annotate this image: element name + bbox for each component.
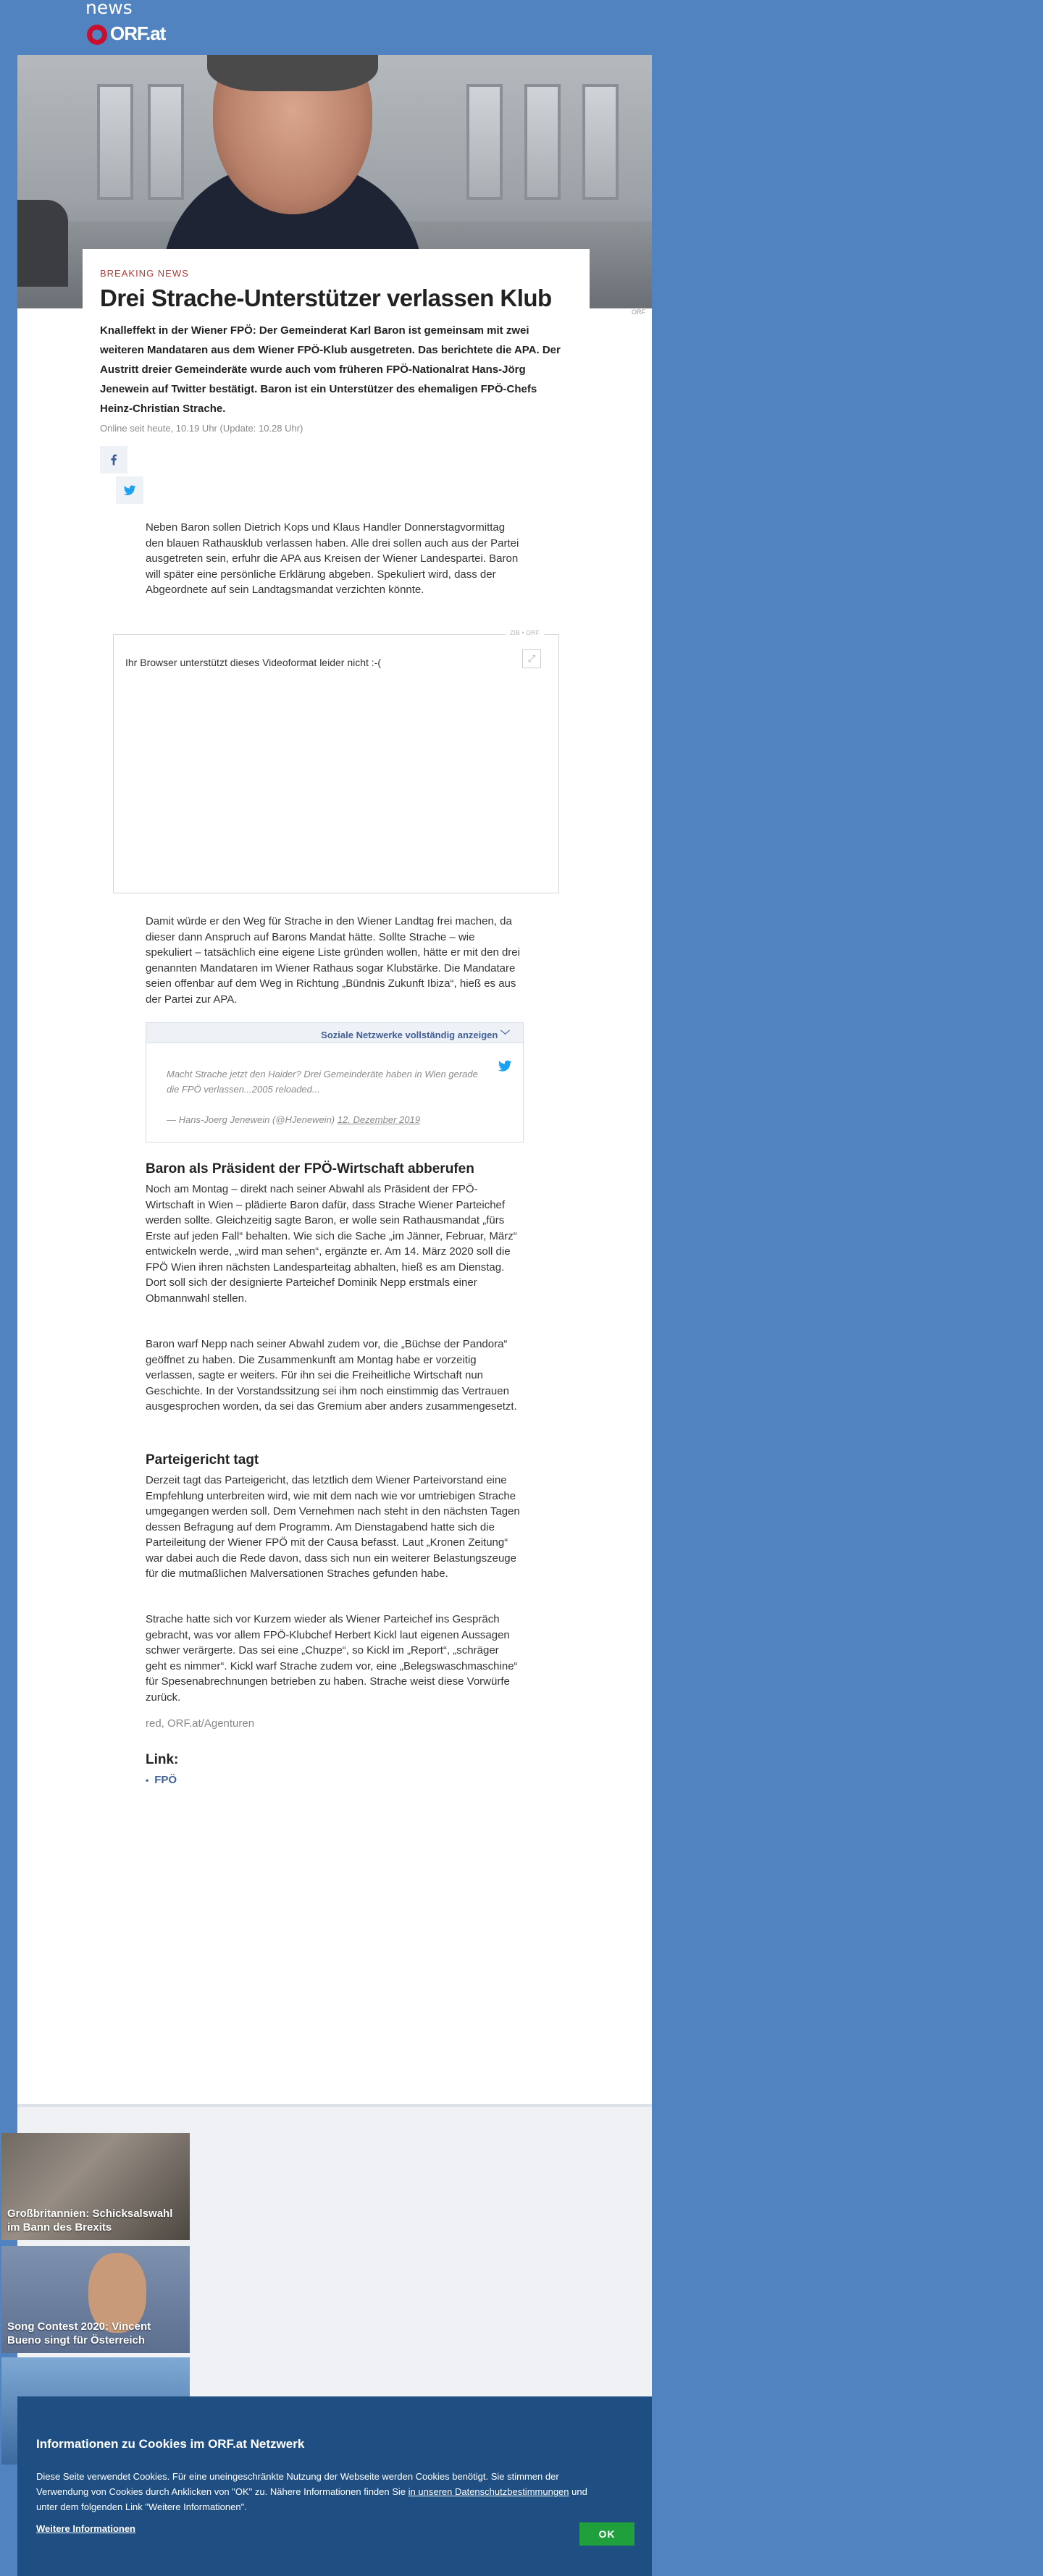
window-decor [97,84,133,200]
cookie-text-end: und unter dem folgenden Link "Weitere Informationen". [36,2486,587,2512]
article-lead: Knalleffekt in der Wiener FPÖ: Der Gemeinderat Karl Baron ist gemeinsam mit zwei weiteren Mandataren aus dem Wiener FPÖ-Klub ausgetreten. Das berichtete die APA. Der Austritt dreier Gemeinderäte wurde auch vom früheren FPÖ-Nationalrat Hans-Jörg Jenewein auf Twitter bestätigt. Baron ist ein Unterstützer des ehemaligen FPÖ-Chefs Heinz-Christian Strache. [100,324,561,415]
article-paragraph: Derzeit tagt das Parteigericht, das letztlich dem Wiener Parteivorstand eine Empfehlung unterbreiten wird, wie mit dem nach wie vor umtriebigen Strache umgegangen werden soll. Dem Vernehmen nach steht in den nächsten Tagen dessen Befragung auf dem Programm. Am Dienstagabend hatte sich die Parteileitung der Wiener FPÖ mit der Causa befasst. Laut „Kronen Zeitung“ war dabei auch die Rede davon, dass sich nun ein weiterer Belastungszeuge für die mutmaßlichen Malversationen Straches gefunden habe. [146,1474,520,1580]
video-error-message: Ihr Browser unterstützt dieses Videoformat leider nicht :-( [125,657,382,668]
link-fpo[interactable] [146,1774,177,1786]
tweet-author-name: — Hans-Joerg Jenewein (@HJenewein) [167,1114,335,1125]
teaser-title: Großbritannien: Schicksalswahl im Bann des Brexits [7,2207,173,2234]
video-player[interactable] [113,629,559,893]
teaser-card[interactable] [1,2133,190,2240]
privacy-policy-link[interactable]: in unseren Datenschutzbestimmungen [408,2486,569,2497]
article-subheading: Parteigericht tagt [146,1452,259,1468]
article-credit: red, ORF.at/Agenturen [146,1717,255,1730]
section-title[interactable]: news [85,0,133,18]
person-hair [207,55,378,91]
window-decor [148,84,184,200]
cookie-text-body: Diese Seite verwendet Cookies. Für eine uneingeschränkte Nutzung der Webseite werden Cookies benötigt. Sie stimmen der Verwendung von Cookies durch Anklicken von "OK" zu. Nähere Informationen finden Sie [36,2471,559,2497]
twitter-icon [122,483,137,497]
window-decor [524,84,561,200]
cookie-banner [17,2396,652,2576]
headline-card [83,249,590,434]
share-twitter-button[interactable] [116,476,143,504]
window-decor [466,84,503,200]
tweet-author [167,1114,420,1125]
article-paragraph: Noch am Montag – direkt nach seiner Abwahl als Präsident der FPÖ-Wirtschaft in Wien – plädierte Baron dafür, dass Strache Wiener Parteichef werden sollte. Gleichzeitig sagte Baron, er wolle sein Rathausmandat „fürs Erste auf jeden Fall“ behalten. Wie sich die Sache „im Jänner, Februar, März“ entwickeln werde, „wird man sehen“, ergänzte er. Am 14. März 2020 soll die FPÖ Wien ihren nächsten Landesparteitag abhalten, hieß es am Dienstag. Dort soll sich der designierte Parteichef Dominik Nepp erstmals einer Obmannwahl stellen. [146,1183,517,1305]
photo-credit: ORF [632,308,645,316]
kicker: BREAKING NEWS [100,268,189,279]
link-label: FPÖ [154,1774,177,1786]
orf-logo-icon[interactable] [87,25,107,45]
teaser-title: Song Contest 2020: Vincent Bueno singt für Österreich [7,2320,151,2346]
fullscreen-icon[interactable]: ⤢ [522,649,541,668]
bullet-icon: • [146,1775,149,1785]
cookie-ok-button[interactable]: OK [579,2522,634,2546]
facebook-icon [106,453,121,467]
site-header [84,0,258,51]
cookie-title: Informationen zu Cookies im ORF.at Netzwerk [36,2437,305,2451]
article-paragraph: Damit würde er den Weg für Strache in den Wiener Landtag frei machen, da dieser dann Anspruch auf Barons Mandat hätte. Sollte Strache – wie spekuliert – tatsächlich eine eigene Liste gründen wollen, hätte er mit den drei genannten Mandataren im Wiener Rathaus sogar Klubstärke. Die Mandatare seien offenbar auf dem Weg in Richtung „Bündnis Zukunft Ibiza“, hieß es aus der Partei zur APA. [146,915,520,1006]
links-heading: Link: [146,1752,179,1767]
article-meta: Online seit heute, 10.19 Uhr (Update: 10.28 Uhr) [100,423,303,434]
article-paragraph: Neben Baron sollen Dietrich Kops und Klaus Handler Donnerstagvormittag den blauen Rathausklub verlassen haben. Alle drei sollen auch aus der Partei ausgetreten sein, erfuhr die APA aus Kreisen der Wiener Landespartei. Baron will später eine persönliche Erklärung abgeben. Spekuliert wird, dass der Abgeordnete auf sein Landtagsmandat verzichten könnte. [146,521,519,596]
article-subheading: Baron als Präsident der FPÖ-Wirtschaft abberufen [146,1161,474,1177]
article-container [17,55,652,2104]
chevron-down-icon: ﹀ [500,1030,510,1040]
social-toggle-label: Soziale Netzwerke vollständig anzeigen [321,1030,498,1040]
tweet-text: Macht Strache jetzt den Haider? Drei Gemeinderäte haben in Wien gerade die FPÖ verlassen...2005 reloaded... [167,1069,478,1095]
tweet-date-link[interactable]: 12. Dezember 2019 [337,1114,420,1125]
article-headline: Drei Strache-Unterstützer verlassen Klub [100,285,552,311]
video-tag: ZIB • ORF [506,629,544,636]
orf-logo-text[interactable]: ORF.at [110,22,166,44]
social-toggle-button[interactable] [146,1023,523,1043]
twitter-icon [497,1058,513,1074]
car-decor [17,200,68,287]
article-paragraph: Baron warf Nepp nach seiner Abwahl zudem vor, die „Büchse der Pandora“ geöffnet zu haben. Die Zusammenkunft am Montag habe er vorzeitig verlassen, sagte er weiters. Für ihn sei die Freiheitliche Wirtschaft nun Geschichte. In der Vorstandssitzung sei ihm noch einstimmig das Vertrauen ausgesprochen worden, da sei das Gremium aber anders zusammengesetzt. [146,1338,517,1413]
window-decor [582,84,619,200]
more-info-link[interactable]: Weitere Informationen [36,2523,136,2534]
article-paragraph: Strache hatte sich vor Kurzem wieder als Wiener Parteichef ins Gespräch gebracht, was vor allem FPÖ-Klubchef Herbert Kickl laut eigenen Aussagen schwer verärgerte. Das sei eine „Chuzpe“, so Kickl im „Report“, „schräger geht es nimmer“. Kickl warf Strache zudem vor, eine „Belegswaschmaschine“ für Spesenabrechnungen betrieben zu haben. Strache weist diese Vorwürfe zurück. [146,1613,518,1704]
teaser-card[interactable] [1,2246,190,2353]
share-facebook-button[interactable] [100,446,127,473]
cookie-text [36,2469,608,2514]
social-embed [146,1022,524,1142]
